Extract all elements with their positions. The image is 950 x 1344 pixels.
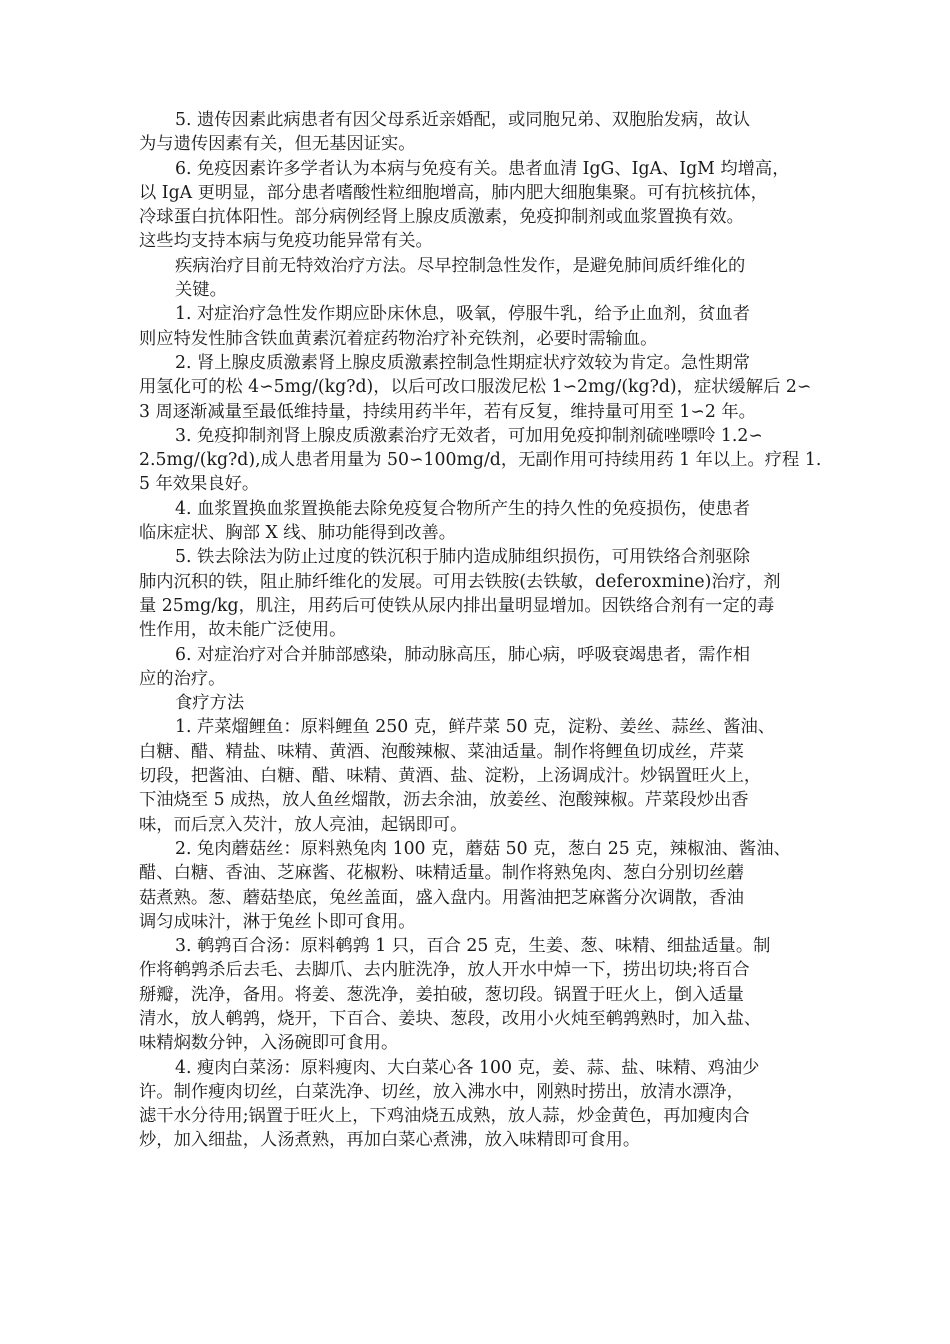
text-line: 1. 对症治疗急性发作期应卧床休息，吸氧，停服牛乳，给予止血剂，贫血者 — [175, 304, 750, 325]
text-line: 醋、白糖、香油、芝麻酱、花椒粉、味精适量。制作将熟兔肉、葱白分别切丝蘑 — [139, 863, 744, 884]
text-line: 5 年效果良好。 — [139, 474, 260, 495]
text-line: 量 25mg/kg，肌注，用药后可使铁从尿内排出量明显增加。因铁络合剂有一定的毒 — [139, 595, 775, 616]
text-line: 疾病治疗目前无特效治疗方法。尽早控制急性发作，是避免肺间质纤维化的 — [175, 255, 746, 276]
text-line: 2. 肾上腺皮质激素肾上腺皮质激素控制急性期症状疗效较为肯定。急性期常 — [175, 352, 750, 373]
text-line: 下油烧至 5 成热，放人鱼丝熘散，沥去余油，放姜丝、泡酸辣椒。芹菜段炒出香 — [139, 790, 749, 811]
text-line: 4. 血浆置换血浆置换能去除免疫复合物所产生的持久性的免疫损伤，使患者 — [175, 498, 750, 519]
text-line: 滤干水分待用;锅置于旺火上，下鸡油烧五成熟，放人蒜，炒金黄色，再加瘦肉合 — [139, 1106, 750, 1127]
text-line: 以 IgA 更明显，部分患者嗜酸性粒细胞增高，肺内肥大细胞集聚。可有抗核抗体， — [139, 182, 768, 203]
text-line: 作将鹌鹑杀后去毛、去脚爪、去内脏洗净，放人开水中焯一下，捞出切块;将百合 — [139, 960, 750, 981]
text-line: 3. 免疫抑制剂肾上腺皮质激素治疗无效者，可加用免疫抑制剂硫唑嘌呤 1.2∽ — [175, 425, 763, 446]
text-line: 食疗方法 — [175, 693, 245, 714]
text-line: 3. 鹌鹑百合汤：原料鹌鹑 1 只，百合 25 克，生姜、葱、味精、细盐适量。制 — [175, 936, 771, 957]
text-line: 炒，加入细盐，人汤煮熟，再加白菜心煮沸，放入味精即可食用。 — [139, 1130, 641, 1151]
text-line: 5. 遗传因素此病患者有因父母系近亲婚配，或同胞兄弟、双胞胎发病，故认 — [175, 110, 750, 130]
document-body — [139, 108, 827, 1153]
text-line: 肺内沉积的铁，阻止肺纤维化的发展。可用去铁胺(去铁敏，deferoxmine)治疗，剂 — [139, 571, 781, 592]
text-line: 则应特发性肺含铁血黄素沉着症药物治疗补充铁剂，必要时需输血。 — [139, 328, 658, 349]
text-line: 关键。 — [175, 280, 227, 301]
text-line: 调匀成味汁，淋于兔丝卜即可食用。 — [139, 911, 416, 932]
text-line: 1. 芹菜熘鲤鱼：原料鲤鱼 250 克，鲜芹菜 50 克，淀粉、姜丝、蒜丝、酱油、 — [175, 717, 776, 738]
text-line: 切段，把酱油、白糖、醋、味精、黄酒、盐、淀粉，上汤调成汁。炒锅置旺火上， — [139, 766, 762, 787]
text-line: 味，而后烹入芡汁，放人亮油，起锅即可。 — [139, 814, 468, 835]
text-line: 许。制作瘦肉切丝，白菜洗净、切丝，放入沸水中，刚熟时捞出，放清水漂净， — [139, 1081, 744, 1102]
text-line: 掰瓣，洗净，备用。将姜、葱洗净，姜拍破，葱切段。锅置于旺火上，倒入适量 — [139, 984, 744, 1005]
text-line: 这些均支持本病与免疫功能异常有关。 — [139, 231, 433, 252]
text-line: 3 周逐渐减量至最低维持量，持续用药半年，若有反复，维持量可用至 1∽2 年。 — [139, 401, 756, 422]
text-line: 冷球蛋白抗体阳性。部分病例经肾上腺皮质激素，免疫抑制剂或血浆置换有效。 — [139, 207, 744, 228]
text-line: 临床症状、胸部 X 线、肺功能得到改善。 — [139, 523, 457, 544]
text-line: 5. 铁去除法为防止过度的铁沉积于肺内造成肺组织损伤，可用铁络合剂驱除 — [175, 547, 750, 568]
text-line: 味精焖数分钟，入汤碗即可食用。 — [139, 1033, 399, 1054]
text-line: 应的治疗。 — [139, 668, 226, 689]
text-line: 2. 兔肉蘑菇丝：原料熟兔肉 100 克，蘑菇 50 克，葱白 25 克，辣椒油、酱油、 — [175, 838, 791, 859]
text-line: 为与遗传因素有关，但无基因证实。 — [139, 134, 416, 155]
text-line: 2.5mg/(kg?d),成人患者用量为 50∽100mg/d，无副作用可持续用药 1 年以上。疗程 1. — [139, 450, 822, 471]
text-line: 用氢化可的松 4∽5mg/(kg?d)，以后可改口服泼尼松 1∽2mg/(kg?d)，症状缓解后 2∽ — [139, 377, 812, 398]
text-line: 白糖、醋、精盐、味精、黄酒、泡酸辣椒、菜油适量。制作将鲤鱼切成丝，芹菜 — [139, 741, 744, 762]
text-line: 6. 免疫因素许多学者认为本病与免疫有关。患者血清 IgG、IgA、IgM 均增高， — [175, 158, 790, 179]
text-line: 6. 对症治疗对合并肺部感染，肺动脉高压，肺心病，呼吸衰竭患者，需作相 — [175, 644, 750, 665]
text-line: 菇煮熟。葱、蘑菇垫底，兔丝盖面，盛入盘内。用酱油把芝麻酱分次调散，香油 — [139, 887, 744, 908]
text-line: 4. 瘦肉白菜汤：原料瘦肉、大白菜心各 100 克，姜、蒜、盐、味精、鸡油少 — [175, 1057, 760, 1078]
text-line: 性作用，故未能广泛使用。 — [139, 620, 347, 641]
text-line: 清水，放人鹌鹑，烧开，下百合、姜块、葱段，改用小火炖至鹌鹑熟时，加入盐、 — [139, 1008, 762, 1029]
